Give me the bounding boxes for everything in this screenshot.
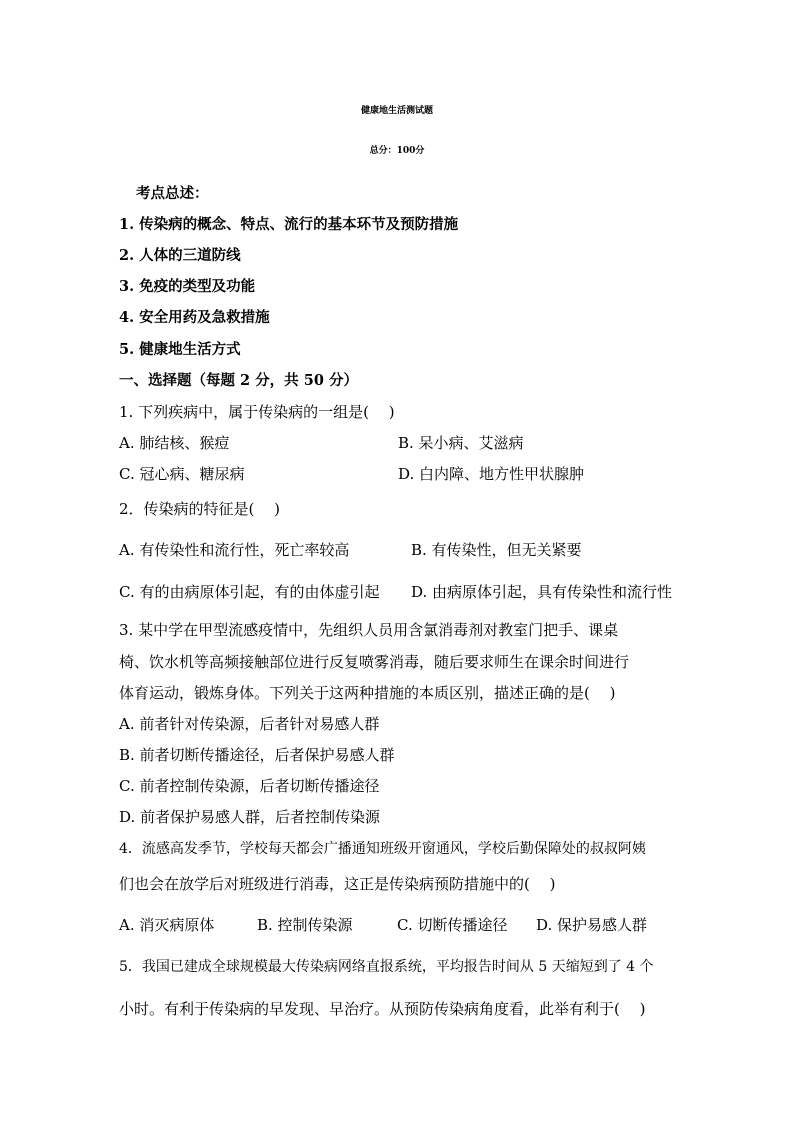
outline-item: 4. 安全用药及急救措施 (119, 309, 270, 326)
question-3-option-d: D. 前者保护易感人群，后者控制传染源 (119, 808, 381, 826)
question-3-option-c: C. 前者控制传染源，后者切断传播途径 (119, 777, 380, 795)
question-3-stem: 椅、饮水机等高频接触部位进行反复喷雾消毒，随后要求师生在课余时间进行 (119, 653, 630, 671)
question-3-option-b: B. 前者切断传播途径，后者保护易感人群 (119, 746, 395, 764)
question-4-option-a: A. 消灭病原体 (119, 916, 215, 934)
section-heading: 一、选择题（每题 2 分，共 50 分） (119, 372, 358, 389)
question-1-option-a: A. 肺结核、猴痘 (119, 434, 230, 452)
question-4-option-c: C. 切断传播途径 (397, 916, 508, 934)
question-2-stem: 2．传染病的特征是( ) (119, 500, 281, 518)
question-4-option-b: B. 控制传染源 (257, 916, 353, 934)
outline-item: 2. 人体的三道防线 (119, 247, 241, 264)
question-1-option-b: B. 呆小病、艾滋病 (398, 434, 524, 452)
question-3-stem: 体育运动，锻炼身体。下列关于这两种措施的本质区别，描述正确的是( ) (119, 684, 616, 702)
question-1-option-c: C. 冠心病、糖尿病 (119, 465, 245, 483)
outline-heading: 考点总述： (136, 185, 209, 202)
outline-item: 1. 传染病的概念、特点、流行的基本环节及预防措施 (119, 216, 459, 233)
question-1-option-d: D. 白内障、地方性甲状腺肿 (398, 465, 585, 483)
question-3-option-a: A. 前者针对传染源，后者针对易感人群 (119, 715, 380, 733)
question-2-option-d: D. 由病原体引起，具有传染性和流行性 (411, 583, 673, 601)
question-5-stem: 小时。有利于传染病的早发现、早治疗。从预防传染病角度看，此举有利于( ) (119, 1000, 646, 1018)
question-2-option-a: A. 有传染性和流行性，死亡率较高 (119, 541, 350, 559)
question-2-option-c: C. 有的由病原体引起，有的由体虚引起 (119, 583, 380, 601)
question-4-stem: 4．流感高发季节，学校每天都会广播通知班级开窗通风，学校后勤保障处的叔叔阿姨 (119, 841, 646, 857)
question-4-option-d: D. 保护易感人群 (536, 916, 648, 934)
question-5-stem: 5．我国已建成全球规模最大传染病网络直报系统，平均报告时间从 5 天缩短到了 4 个 (119, 959, 654, 975)
question-2-option-b: B. 有传染性，但无关紧要 (411, 541, 582, 559)
question-3-stem: 3. 某中学在甲型流感疫情中，先组织人员用含氯消毒剂对教室门把手、课桌 (119, 621, 619, 639)
question-1-stem: 1. 下列疾病中，属于传染病的一组是( ) (119, 403, 395, 421)
page-title: 健康地生活测试题 (360, 106, 433, 116)
outline-item: 3. 免疫的类型及功能 (119, 278, 256, 295)
question-4-stem: 们也会在放学后对班级进行消毒，这正是传染病预防措施中的( ) (119, 875, 556, 893)
total-score: 总分：100分 (369, 146, 425, 156)
outline-item: 5. 健康地生活方式 (119, 341, 241, 358)
